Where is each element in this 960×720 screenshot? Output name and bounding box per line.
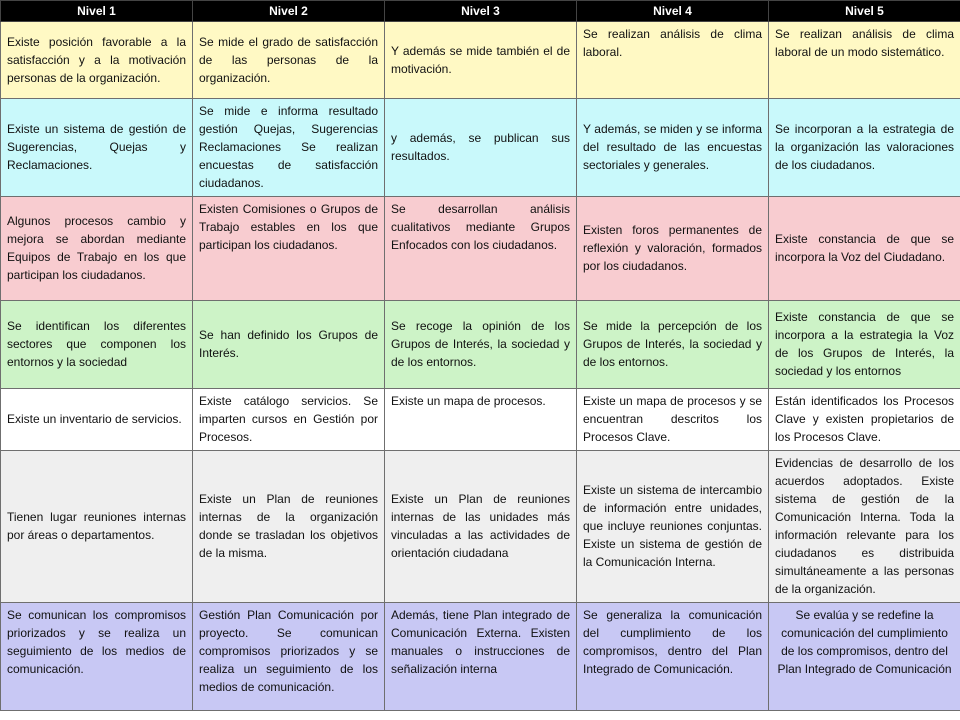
table-cell: Se evalúa y se redefine la comunicación del cumplimiento de los compromisos, dentro del Plan Integrado de Comunicación — [769, 603, 960, 711]
table-cell: Algunos procesos cambio y mejora se abordan mediante Equipos de Trabajo en los que participan los ciudadanos. — [1, 197, 193, 301]
table-row-sugerencias — [1, 99, 960, 197]
table-cell: Y además, se miden y se informa del resultado de las encuestas sectoriales y generales. — [577, 99, 769, 197]
table-cell: Existe constancia de que se incorpora a la estrategia la Voz de los Grupos de Interés, la sociedad y los entornos — [769, 301, 960, 389]
table-row-procesos — [1, 389, 960, 451]
table-cell: Se mide el grado de satisfacción de las personas de la organización. — [193, 22, 385, 99]
table-cell: Evidencias de desarrollo de los acuerdos adoptados. Existe sistema de gestión de la Comunicación Interna. Toda la información relevante para los ciudadanos es distribuida simultáneamente a las personas de la organización. — [769, 451, 960, 603]
table-cell: Existe un sistema de intercambio de información entre unidades, que incluye reuniones conjuntas. Existe un sistema de gestión de la Comunicación Interna. — [577, 451, 769, 603]
table-row-satisfaccion — [1, 22, 960, 99]
table-row-comunicacion-interna — [1, 451, 960, 603]
table-cell: Se han definido los Grupos de Interés. — [193, 301, 385, 389]
header-nivel-2: Nivel 2 — [193, 1, 385, 22]
table-cell: Existe un Plan de reuniones internas de la organización donde se trasladan los objetivos de la misma. — [193, 451, 385, 603]
table-cell: y además, se publican sus resultados. — [385, 99, 577, 197]
header-nivel-3: Nivel 3 — [385, 1, 577, 22]
table-cell: Existe posición favorable a la satisfacción y a la motivación personas de la organización. — [1, 22, 193, 99]
table-cell: Existe un Plan de reuniones internas de las unidades más vinculadas a las actividades de orientación ciudadana — [385, 451, 577, 603]
table-cell: Se comunican los compromisos priorizados y se realiza un seguimiento de los medios de comunicación. — [1, 603, 193, 711]
table-cell: Se mide e informa resultado gestión Quejas, Sugerencias Reclamaciones Se realizan encuestas de satisfacción ciudadanos. — [193, 99, 385, 197]
table-cell: Se generaliza la comunicación del cumplimiento de los compromisos, dentro del Plan Integrado de Comunicación. — [577, 603, 769, 711]
table-cell: Se incorporan a la estrategia de la organización las valoraciones de los ciudadanos. — [769, 99, 960, 197]
table-cell: Se desarrollan análisis cualitativos mediante Grupos Enfocados con los ciudadanos. — [385, 197, 577, 301]
table-row-comunicacion-externa — [1, 603, 960, 711]
table-cell: Existe un mapa de procesos y se encuentran descritos los Procesos Clave. — [577, 389, 769, 451]
table-cell: Y además se mide también el de motivación. — [385, 22, 577, 99]
table-cell: Se identifican los diferentes sectores que componen los entornos y la sociedad — [1, 301, 193, 389]
table-row-equipos — [1, 197, 960, 301]
table-cell: Existe un mapa de procesos. — [385, 389, 577, 451]
header-nivel-5: Nivel 5 — [769, 1, 960, 22]
table-cell: Están identificados los Procesos Clave y existen propietarios de los Procesos Clave. — [769, 389, 960, 451]
table-cell: Existen foros permanentes de reflexión y valoración, formados por los ciudadanos. — [577, 197, 769, 301]
table-cell: Se mide la percepción de los Grupos de Interés, la sociedad y de los entornos. — [577, 301, 769, 389]
table-cell: Se realizan análisis de clima laboral. — [577, 22, 769, 99]
table-cell: Existe constancia de que se incorpora la Voz del Ciudadano. — [769, 197, 960, 301]
table-row-grupos-interes — [1, 301, 960, 389]
table-cell: Existe un inventario de servicios. — [1, 389, 193, 451]
table-cell: Existen Comisiones o Grupos de Trabajo estables en los que participan los ciudadanos. — [193, 197, 385, 301]
header-nivel-1: Nivel 1 — [1, 1, 193, 22]
table-cell: Además, tiene Plan integrado de Comunicación Externa. Existen manuales o instrucciones de señalización interna — [385, 603, 577, 711]
table-cell: Se recoge la opinión de los Grupos de Interés, la sociedad y de los entornos. — [385, 301, 577, 389]
header-nivel-4: Nivel 4 — [577, 1, 769, 22]
table-cell: Se realizan análisis de clima laboral de un modo sistemático. — [769, 22, 960, 99]
table-cell: Gestión Plan Comunicación por proyecto. Se comunican compromisos priorizados y se realiza un seguimiento de los medios de comunicación. — [193, 603, 385, 711]
table-cell: Existe catálogo servicios. Se imparten cursos en Gestión por Procesos. — [193, 389, 385, 451]
table-cell: Existe un sistema de gestión de Sugerencias, Quejas y Reclamaciones. — [1, 99, 193, 197]
table-cell: Tienen lugar reuniones internas por áreas o departamentos. — [1, 451, 193, 603]
header-row — [1, 1, 960, 22]
